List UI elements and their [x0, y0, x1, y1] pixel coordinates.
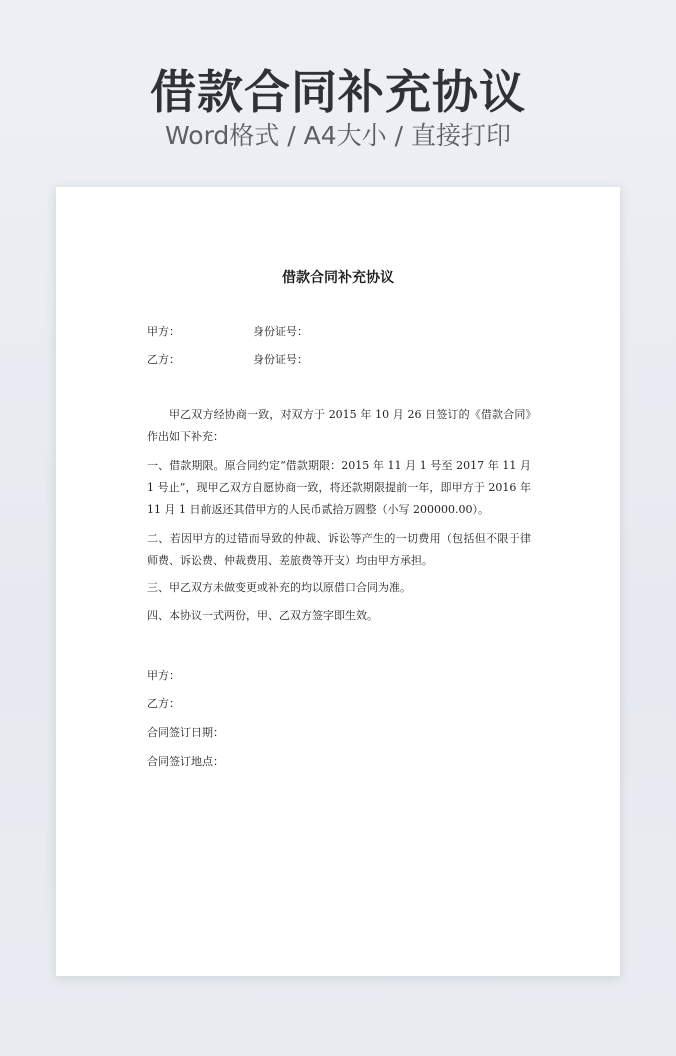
party-b-id-label: 身份证号：	[253, 353, 308, 366]
signature-party-b: 乙方：	[147, 697, 180, 710]
signature-place: 合同签订地点：	[147, 755, 224, 768]
intro-paragraph: 甲乙双方经协商一致，对双方于 2015 年 10 月 26 日签订的《借款合同》作出如下补充：	[147, 408, 531, 443]
party-a-label: 甲方：	[147, 325, 180, 338]
clause-2: 二、若因甲方的过错而导致的仲裁、诉讼等产生的一切费用（包括但不限于律师费、诉讼费、仲裁费用、差旅费等开支）均由甲方承担。	[147, 532, 531, 567]
party-b-row	[147, 351, 527, 367]
signature-party-a: 甲方：	[147, 669, 180, 682]
clause-1: 一、借款期限。原合同约定“借款期限：2015 年 11 月 1 号至 2017 年 11 月 1 号止”，现甲乙双方自愿协商一致，将还款期限提前一年，即甲方于 2016 年 11 月 1 日前返还其借甲方的人民币贰拾万圆整（小写 200000.00）。	[147, 459, 531, 516]
document-page	[56, 187, 620, 976]
clause-4: 四、本协议一式两份，甲、乙双方签字即生效。	[147, 609, 378, 622]
banner-subtitle: Word格式 / A4大小 / 直接打印	[165, 121, 511, 150]
document-title: 借款合同补充协议	[282, 270, 394, 286]
party-a-row	[147, 323, 527, 339]
signature-date: 合同签订日期：	[147, 726, 224, 739]
clause-3: 三、甲乙双方未做变更或补充的均以原借口合同为准。	[147, 581, 411, 594]
party-b-label: 乙方：	[147, 353, 180, 366]
banner-title: 借款合同补充协议	[150, 65, 526, 119]
party-a-id-label: 身份证号：	[253, 325, 308, 338]
